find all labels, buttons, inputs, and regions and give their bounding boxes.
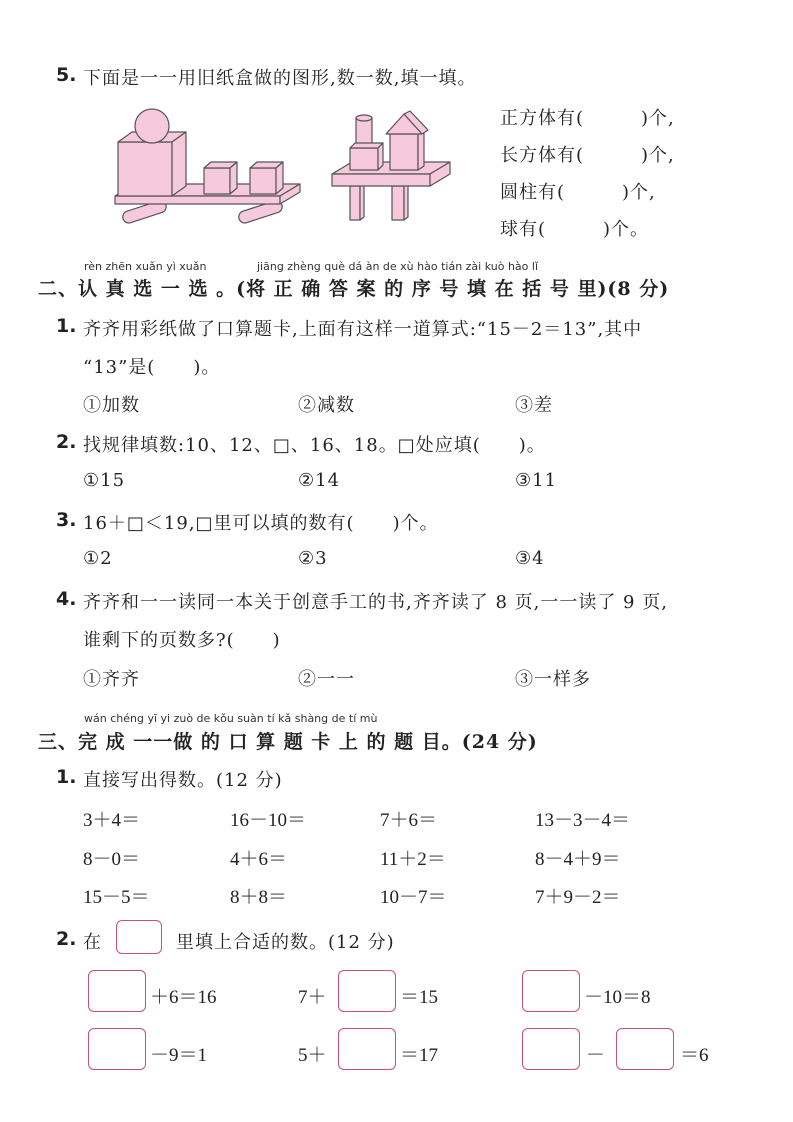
calc-item: 7＋6＝ [380, 810, 438, 831]
calc-item: ＝17 [400, 1045, 439, 1066]
box-cart-illustration [110, 100, 310, 232]
answer-cuboid: 长方体有( )个, [500, 145, 675, 166]
pinyin: jiāng zhèng què dá àn de xù hào tián zài kuò hào lǐ [257, 260, 539, 273]
question-text: 16＋□＜19,□里可以填的数有( )个。 [83, 513, 439, 534]
option: ③11 [515, 470, 558, 491]
calc-item: 8－4＋9＝ [535, 849, 621, 870]
option: ③一样多 [515, 669, 591, 690]
calc-item: ＋6＝16 [150, 987, 217, 1008]
tower-illustration [330, 108, 455, 226]
question-number: 5. [56, 64, 77, 86]
option: ③差 [515, 395, 553, 416]
question-number: 2. [56, 928, 77, 950]
option: ③4 [515, 548, 545, 569]
calc-item: 3＋4＝ [83, 810, 141, 831]
question-text: 谁剩下的页数多?( ) [83, 630, 281, 651]
calc-item: －10＝8 [584, 987, 651, 1008]
answer-box[interactable] [522, 970, 580, 1012]
question-text: 里填上合适的数。(12 分) [176, 932, 395, 953]
question-text: 在 [83, 932, 102, 953]
question-text: 下面是一一用旧纸盒做的图形,数一数,填一填。 [83, 68, 477, 89]
option: ②一一 [298, 669, 355, 690]
calc-item: 5＋ [298, 1045, 327, 1066]
calc-item: 13－3－4＝ [535, 810, 631, 831]
calc-item: 8＋8＝ [230, 887, 288, 908]
calc-item: 10－7＝ [380, 887, 447, 908]
pinyin: rèn zhēn xuǎn yì xuǎn [84, 260, 207, 273]
calc-item: 4＋6＝ [230, 849, 288, 870]
calc-item: ＝6 [680, 1045, 709, 1066]
answer-box[interactable] [338, 1028, 396, 1070]
option: ②减数 [298, 395, 355, 416]
calc-item: 16－10＝ [230, 810, 307, 831]
answer-sphere: 球有( )个。 [500, 219, 650, 240]
option: ①加数 [83, 395, 140, 416]
calc-item: 8－0＝ [83, 849, 141, 870]
question-text: 找规律填数:10、12、□、16、18。□处应填( )。 [83, 435, 546, 456]
question-number: 1. [56, 766, 77, 788]
option: ①15 [83, 470, 126, 491]
option: ①2 [83, 548, 113, 569]
answer-box[interactable] [616, 1028, 674, 1070]
calc-item: 11＋2＝ [380, 849, 446, 870]
answer-box-sample [116, 920, 162, 954]
question-number: 4. [56, 588, 77, 610]
question-text: “13”是( )。 [83, 357, 221, 378]
question-text: 齐齐用彩纸做了口算题卡,上面有这样一道算式:“15－2＝13”,其中 [83, 319, 643, 340]
calc-item: 15－5＝ [83, 887, 150, 908]
question-text: 直接写出得数。(12 分) [83, 770, 283, 791]
answer-cube: 正方体有( )个, [500, 108, 675, 129]
question-number: 1. [56, 315, 77, 337]
question-text: 齐齐和一一读同一本关于创意手工的书,齐齐读了 8 页,一一读了 9 页, [83, 592, 668, 613]
pinyin: wán chéng yī yi zuò de kǒu suàn tí kǎ shàng de tí mù [84, 712, 378, 725]
calc-item: 7＋9－2＝ [535, 887, 621, 908]
calc-item: ＝15 [400, 987, 439, 1008]
option: ②14 [298, 470, 341, 491]
section-heading: 三、完 成 一一做 的 口 算 题 卡 上 的 题 目。(24 分) [38, 731, 538, 753]
answer-cylinder: 圆柱有( )个, [500, 182, 656, 203]
question-number: 2. [56, 431, 77, 453]
answer-box[interactable] [338, 970, 396, 1012]
answer-box[interactable] [88, 1028, 146, 1070]
calc-item: 7＋ [298, 987, 327, 1008]
calc-item: － [586, 1045, 606, 1066]
question-number: 3. [56, 509, 77, 531]
option: ②3 [298, 548, 328, 569]
option: ①齐齐 [83, 669, 140, 690]
calc-item: －9＝1 [150, 1045, 208, 1066]
answer-box[interactable] [88, 970, 146, 1012]
answer-box[interactable] [522, 1028, 580, 1070]
section-heading: 二、认 真 选 一 选 。(将 正 确 答 案 的 序 号 填 在 括 号 里)(8 分) [38, 278, 670, 300]
